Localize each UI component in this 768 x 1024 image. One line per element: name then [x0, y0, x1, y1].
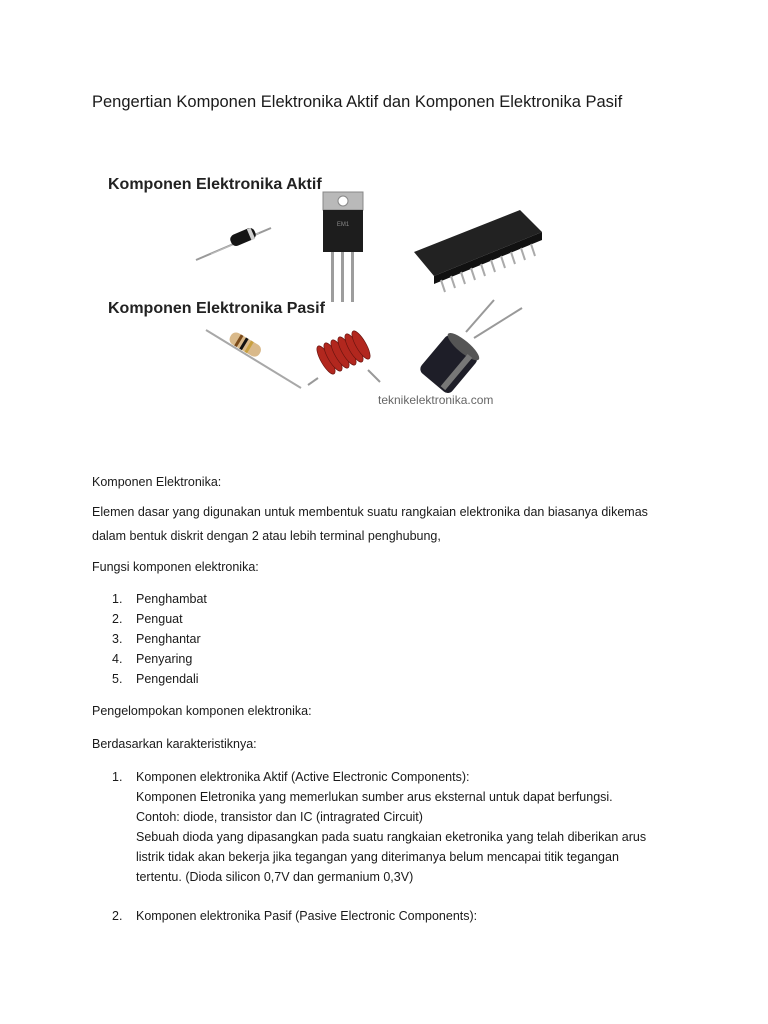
transistor-image [323, 192, 363, 302]
functions-heading: Fungsi komponen elektronika: [92, 560, 259, 574]
list-number: 1. [112, 770, 123, 784]
category-1-line-1: Komponen Eletronika yang memerlukan sumber arus eksternal untuk dapat berfungsi. [136, 790, 613, 804]
resistor-image [206, 330, 301, 388]
section-heading: Komponen Elektronika: [92, 475, 222, 489]
definition-line-1: Elemen dasar yang digunakan untuk membentuk suatu rangkaian elektronika dan biasanya dikemas [92, 505, 648, 519]
components-illustration [96, 160, 556, 420]
category-title: Komponen elektronika Aktif (Active Electronic Components): [136, 770, 470, 784]
figure-watermark: teknikelektronika.com [378, 393, 494, 407]
list-label: Penghambat [136, 592, 207, 606]
list-label: Pengendali [136, 672, 199, 686]
category-1-line-3: Sebuah dioda yang dipasangkan pada suatu rangkaian eketronika yang telah diberikan arus [136, 830, 647, 844]
definition-line-2: dalam bentuk diskrit dengan 2 atau lebih terminal penghubung, [92, 529, 441, 543]
category-title: Komponen elektronika Pasif (Pasive Electronic Components): [136, 909, 478, 923]
list-number: 4. [112, 652, 123, 666]
components-figure [96, 160, 556, 420]
list-number: 1. [112, 592, 123, 606]
capacitor-image [418, 300, 522, 395]
grouping-heading: Pengelompokan komponen elektronika: [92, 704, 312, 718]
diode-image [196, 226, 271, 260]
ic-chip-image [414, 210, 542, 292]
list-number: 2. [112, 909, 123, 923]
figure-heading-passive: Komponen Elektronika Pasif [108, 300, 325, 317]
document-title: Pengertian Komponen Elektronika Aktif dan Komponen Elektronika Pasif [92, 93, 623, 111]
category-1-line-5: tertentu. (Dioda silicon 0,7V dan germanium 0,3V) [136, 870, 414, 884]
list-label: Penghantar [136, 632, 201, 646]
list-number: 3. [112, 632, 123, 646]
list-label: Penguat [136, 612, 183, 626]
category-1-line-4: listrik tidak akan bekerja jika tegangan yang diterimanya belum mencapai titik tegangan [136, 850, 619, 864]
transistor-marking: EM1 [336, 222, 350, 228]
category-1-line-2: Contoh: diode, transistor dan IC (intragrated Circuit) [136, 810, 423, 824]
list-number: 2. [112, 612, 123, 626]
figure-heading-active: Komponen Elektronika Aktif [108, 176, 322, 193]
inductor-image [308, 329, 380, 385]
list-number: 5. [112, 672, 123, 686]
list-label: Penyaring [136, 652, 193, 666]
characteristic-heading: Berdasarkan karakteristiknya: [92, 737, 257, 751]
